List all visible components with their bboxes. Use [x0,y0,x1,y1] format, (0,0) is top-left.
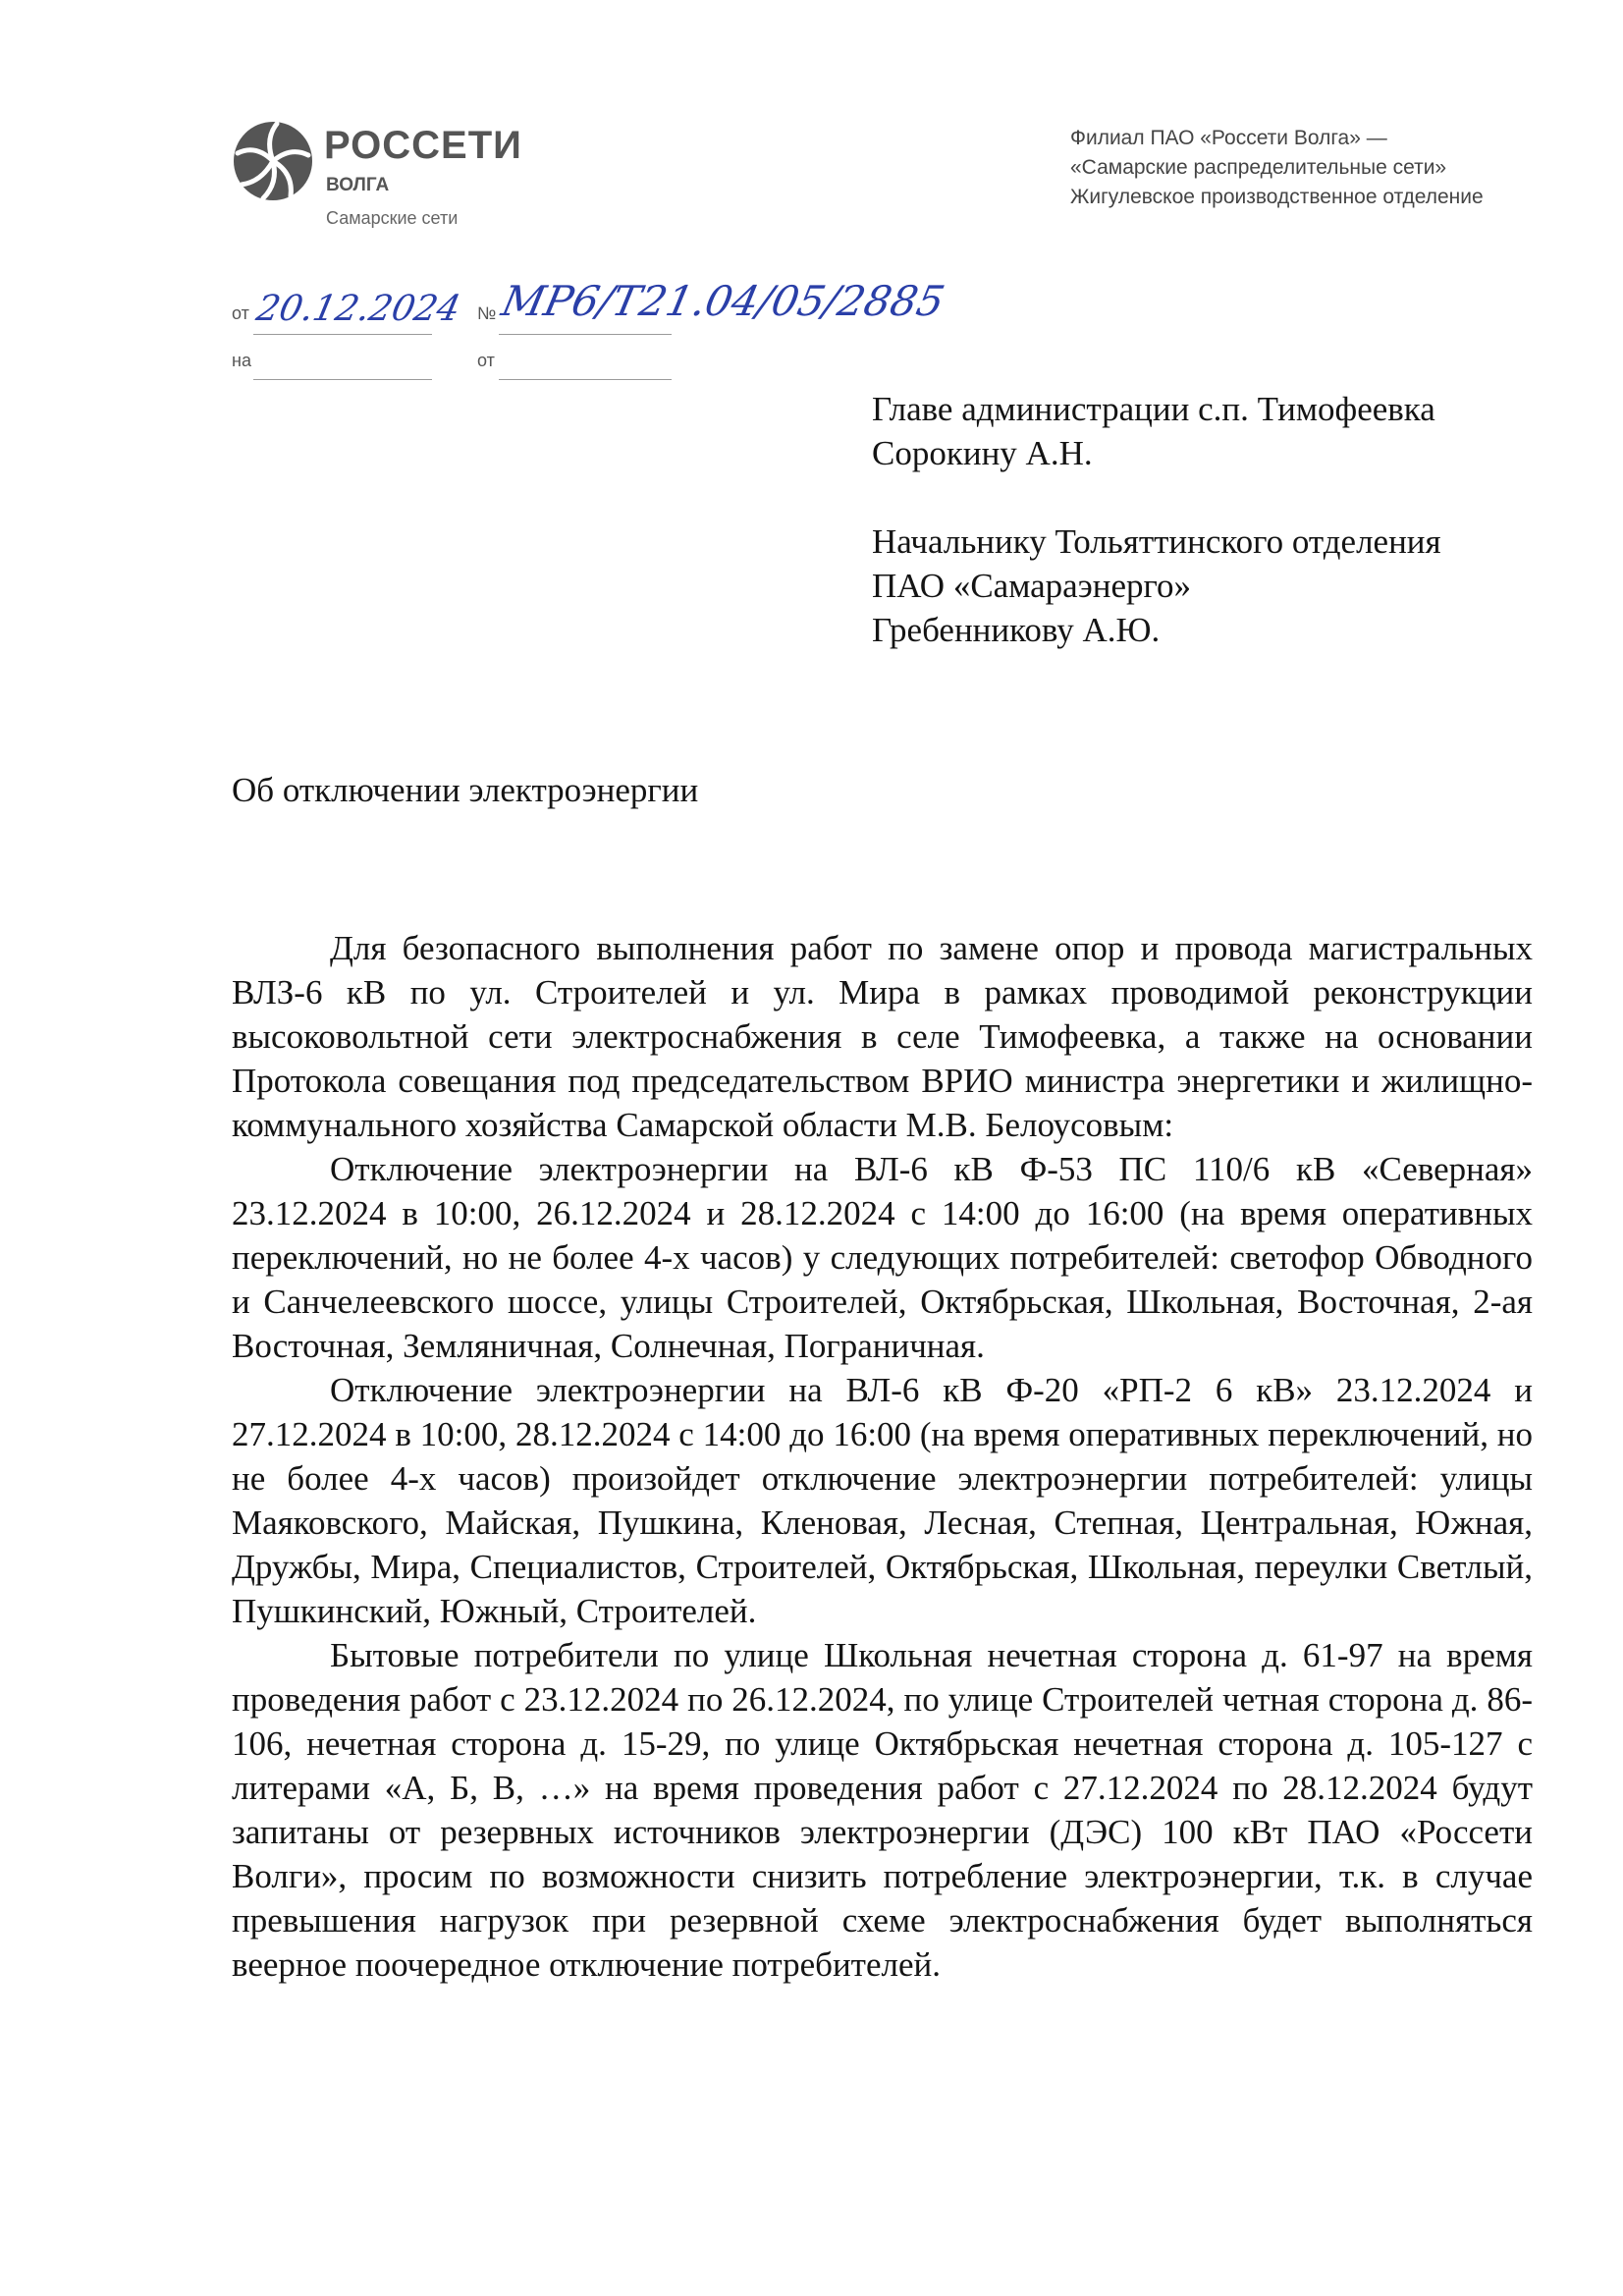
letter-subject: Об отключении электроэнергии [232,771,699,809]
body-paragraph: Отключение электроэнергии на ВЛ-6 кВ Ф-53 ПС 110/6 кВ «Северная» 23.12.2024 в 10:00, 26.12.2024 и 28.12.2024 с 14:00 до 16:00 (на время оперативных переключений, но не более 4-х часов) у следующих потребителей: светофор Обводного и Санчелеевского шоссе, улицы Строителей, Октябрьская, Школьная, Восточная, 2-ая Восточная, Земляничная, Солнечная, Пограничная. [232,1150,1533,1365]
addressee-block [872,387,1559,475]
addressee-line: Гребенникову А.Ю. [872,611,1161,649]
reference-date-label: от [477,351,495,370]
brand-region: Самарские сети [326,208,459,228]
letter-body [232,926,1533,1987]
reference-label: на [232,351,251,370]
reference-underline [253,379,432,380]
body-paragraph: Бытовые потребители по улице Школьная нечетная сторона д. 61-97 на время проведения работ с 23.12.2024 по 26.12.2024, по улице Строителей четная сторона д. 86-106, нечетная сторона д. 15-29, по улице Октябрьская нечетная сторона д. 105-127 с литерами «А, Б, В, …» на время проведения работ с 27.12.2024 по 28.12.2024 будут запитаны от резервных источников электроэнергии (ДЭС) 100 кВт ПАО «Россети Волги», просим по возможности снизить потребление электроэнергии, т.к. в случае превышения нагрузок при резервной схеме электроснабжения будет выполняться веерное поочередное отключение потребителей. [232,1636,1533,1984]
number-label: № [477,303,497,323]
org-line: Жигулевское производственное отделение [1070,186,1484,208]
body-paragraph: Для безопасного выполнения работ по замене опор и провода магистральных ВЛЗ-6 кВ по ул. Строителей и ул. Мира в рамках проводимой реконструкции высоковольтной сети электроснабжения в селе Тимофеевка, а также на основании Протокола совещания под председательством ВРИО министра энергетики и жилищно-коммунального хозяйства Самарской области М.В. Белоусовым: [232,929,1533,1144]
number-underline [499,334,672,335]
date-underline [253,334,432,335]
registration-date: 20.12.2024 [252,289,464,329]
reference-date-underline [499,379,672,380]
addressee-line: ПАО «Самараэнерго» [872,567,1191,605]
rosseti-emblem-icon [232,120,314,202]
brand-name: РОССЕТИ [324,124,522,167]
addressee [872,387,1559,696]
registration-number: МР6/Т21.04/05/2885 [497,277,949,325]
org-line: Филиал ПАО «Россети Волга» — [1070,127,1387,149]
addressee-line: Начальнику Тольяттинского отделения [872,522,1441,561]
date-label: от [232,303,249,323]
addressee-line: Главе администрации с.п. Тимофеевка [872,390,1435,428]
addressee-line: Сорокину А.Н. [872,434,1093,472]
org-line: «Самарские распределительные сети» [1070,156,1447,179]
brand-subtitle: ВОЛГА [326,175,390,195]
organization-header [1070,124,1532,212]
company-logo [232,120,522,238]
addressee-block [872,519,1559,652]
body-paragraph: Отключение электроэнергии на ВЛ-6 кВ Ф-20 «РП-2 6 кВ» 23.12.2024 и 27.12.2024 в 10:00, 28.12.2024 с 14:00 до 16:00 (на время оперативных переключений, но не более 4-х часов) произойдет отключение электроэнергии потребителей: улицы Маяковского, Майская, Пушкина, Кленовая, Лесная, Степная, Центральная, Южная, Дружбы, Мира, Специалистов, Строителей, Октябрьская, Школьная, переулки Светлый, Пушкинский, Южный, Строителей. [232,1371,1533,1630]
